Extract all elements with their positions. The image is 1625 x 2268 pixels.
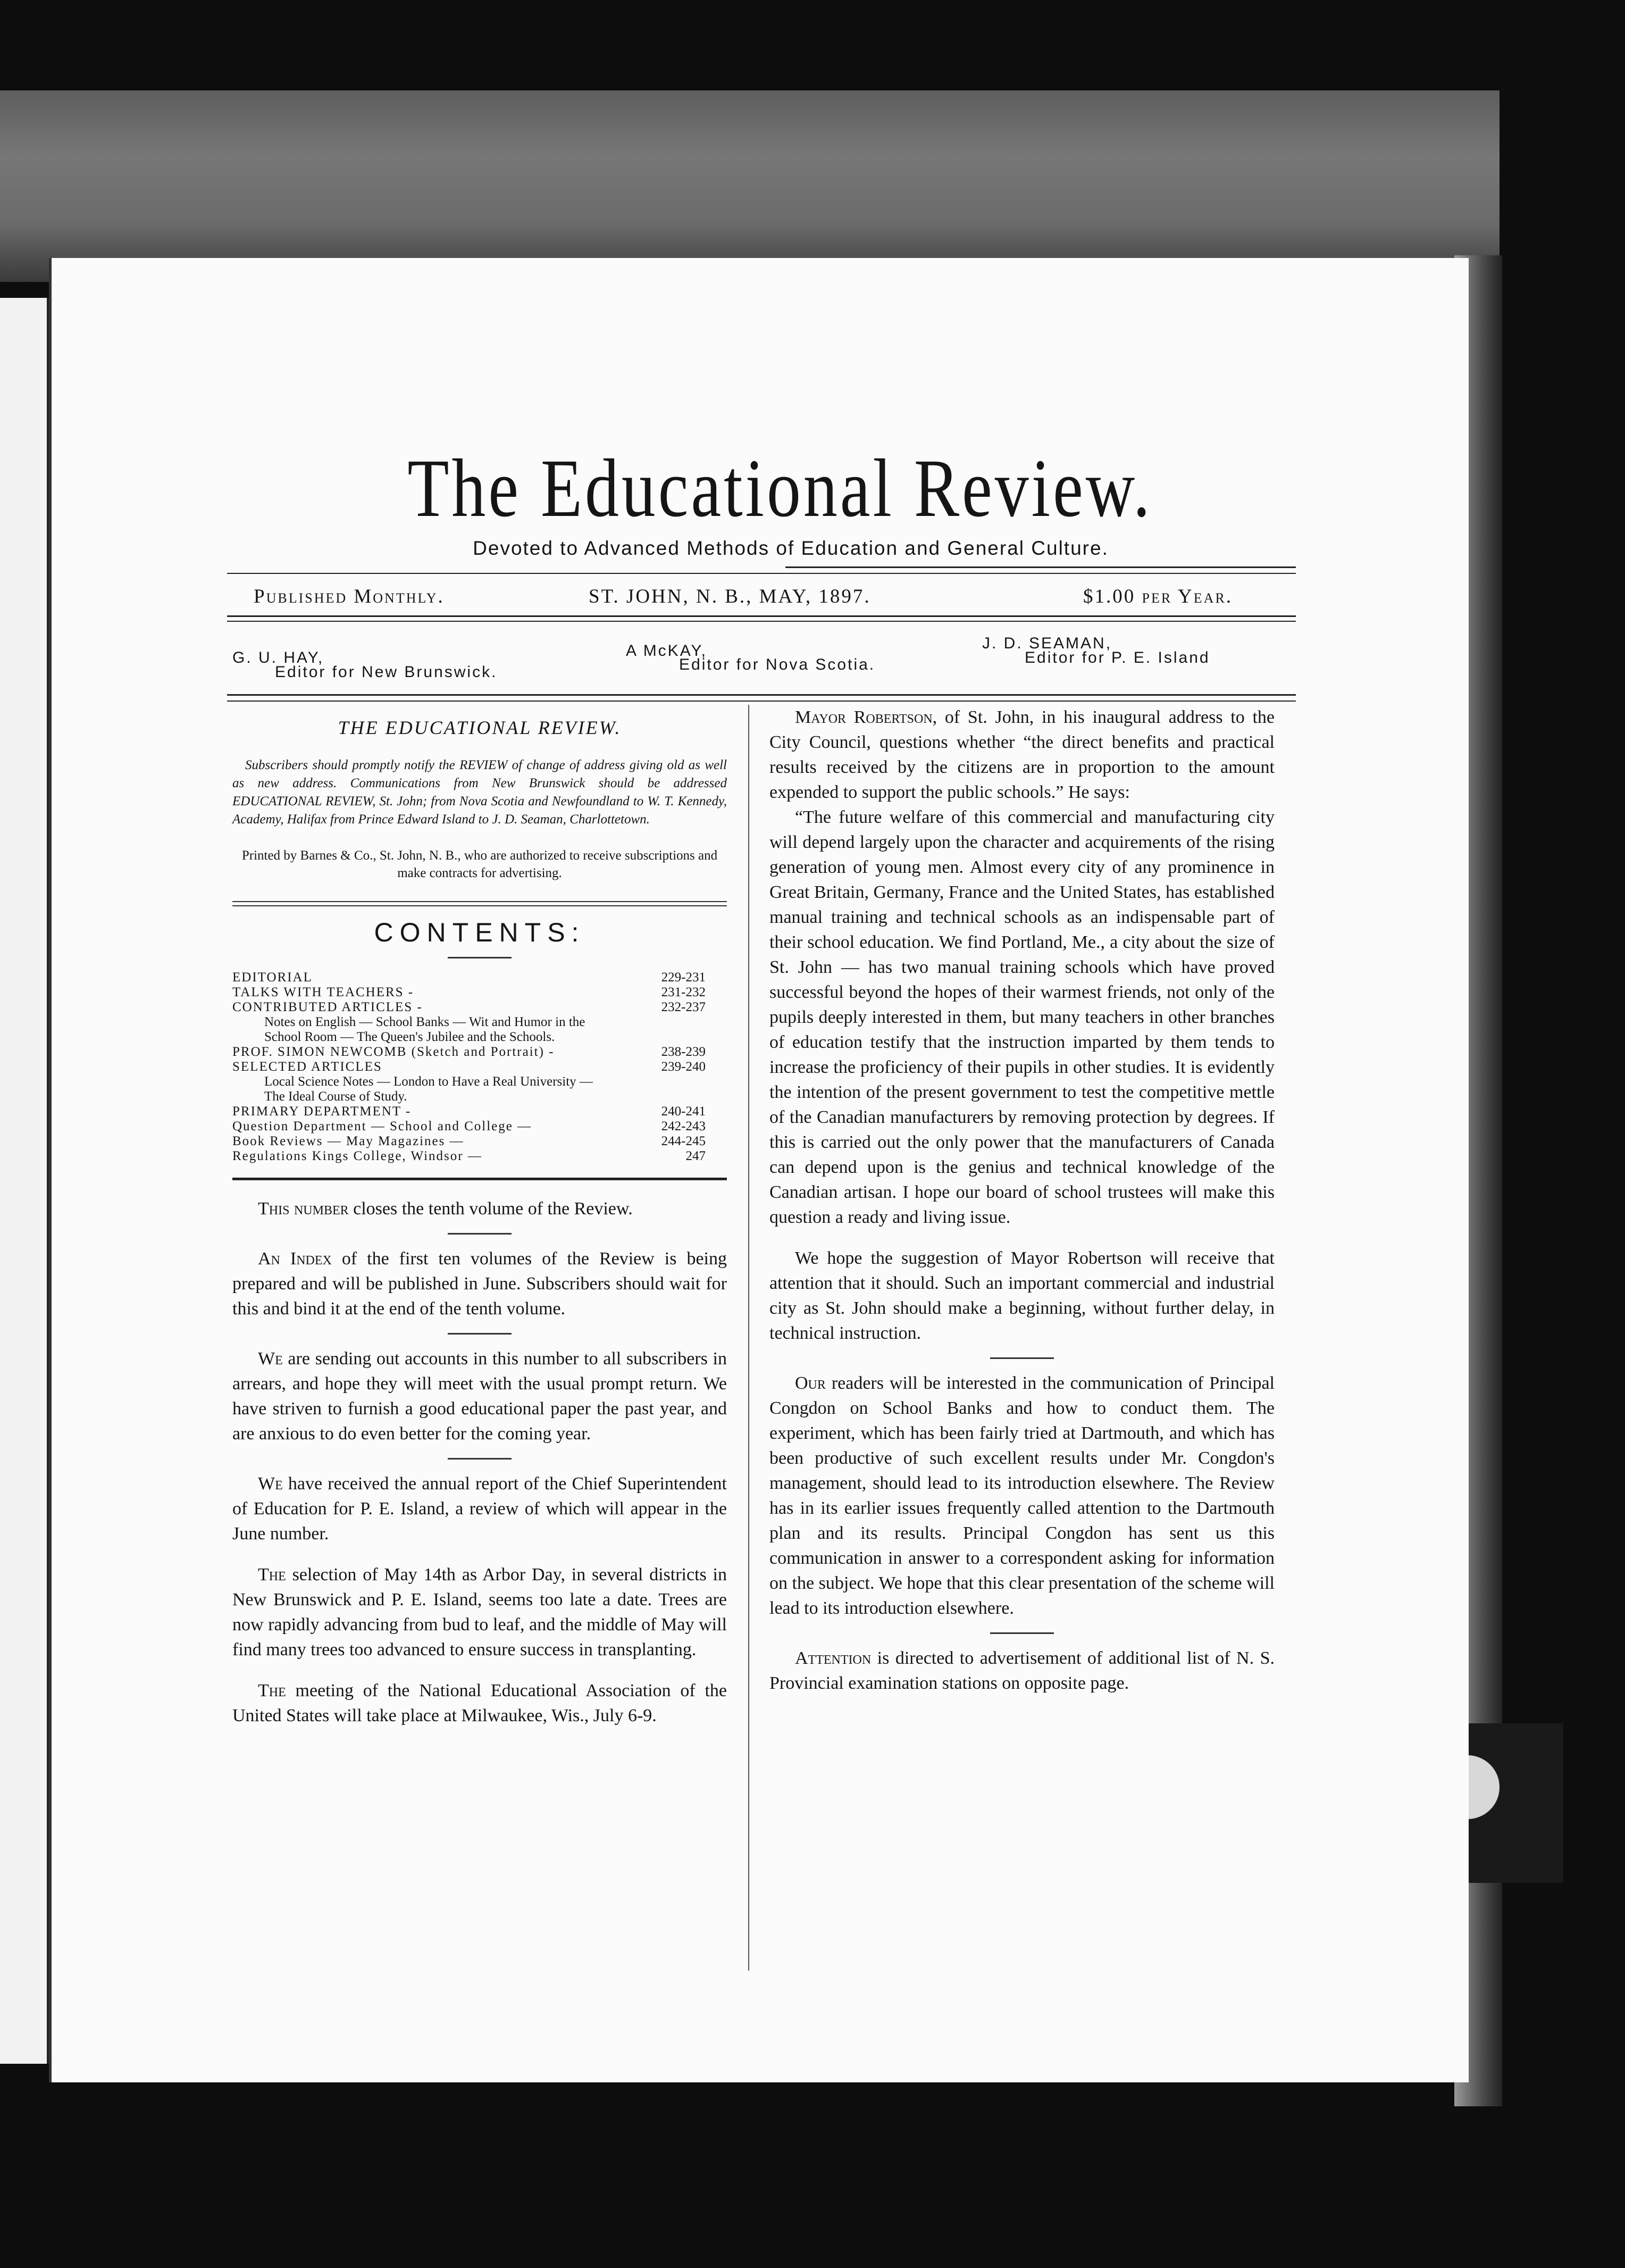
contents-label: The Ideal Course of Study. [264, 1089, 407, 1104]
rule [227, 621, 1296, 622]
contents-label: EDITORIAL [232, 970, 313, 985]
rule [232, 1178, 727, 1180]
contents-label: PROF. SIMON NEWCOMB (Sketch and Portrait) - [232, 1045, 555, 1059]
contents-label: Question Department — School and College — [232, 1119, 532, 1133]
paragraph: We hope the suggestion of Mayor Robertson will receive that attention that it should. Such an important commercial and industrial city as St. John should make a beginning, without further delay, in technical instruction. [769, 1248, 1275, 1343]
contents-row [232, 1000, 727, 1015]
contents-pages: 229-231 [661, 970, 706, 985]
editor-pei-name: J. D. SEAMAN, [982, 635, 1112, 652]
left-column [232, 715, 727, 1728]
contents-label: Book Reviews — May Magazines — [232, 1134, 464, 1148]
contents-label: Notes on English — School Banks — Wit and Humor in the [264, 1015, 585, 1029]
contents-row [232, 1015, 727, 1030]
paragraph: The meeting of the National Educational Association of the United States will take place at Milwaukee, Wis., July 6-9. [232, 1681, 727, 1725]
contents-label: PRIMARY DEPARTMENT - [232, 1104, 412, 1119]
background-shadow [0, 90, 1500, 282]
contents-label: Regulations Kings College, Windsor — [232, 1149, 482, 1163]
contents-list [232, 970, 727, 1164]
contents-row [232, 1045, 727, 1060]
printer-notice: Printed by Barnes & Co., St. John, N. B., who are authorized to receive subscriptions and make contracts for advertising. [241, 848, 718, 880]
contents-pages: 238-239 [661, 1045, 706, 1059]
contents-label: School Room — The Queen's Jubilee and the Schools. [264, 1030, 555, 1044]
masthead-title: The Educational Review. [407, 442, 1153, 534]
rule [448, 1333, 512, 1335]
contents-label: CONTRIBUTED ARTICLES - [232, 1000, 423, 1014]
rule [232, 905, 727, 906]
contents-row [232, 985, 727, 1000]
contents-row [232, 1104, 727, 1119]
subscription-price: $1.00 per Year. [1083, 586, 1233, 607]
paragraph: The selection of May 14th as Arbor Day, in several districts in New Brunswick and P. E. Island, seems too late a date. Trees are now rapidly advancing from bud to leaf, and the middle of May will find many trees too advanced to ensure success in transplanting. [232, 1565, 727, 1660]
rule [990, 1357, 1054, 1359]
paragraph: Attention is directed to advertisement of additional list of N. S. Provincial examination stations on opposite page. [769, 1648, 1275, 1693]
contents-row [232, 1089, 727, 1104]
contents-pages: 239-240 [661, 1060, 706, 1074]
editor-ns-name: A McKAY, [626, 642, 707, 660]
published-monthly: Published Monthly. [254, 586, 445, 607]
paragraph: This number closes the tenth volume of the Review. [258, 1199, 633, 1219]
contents-pages: 247 [685, 1149, 706, 1163]
rule [785, 566, 1296, 568]
contents-label: TALKS WITH TEACHERS - [232, 985, 414, 999]
contents-title: CONTENTS: [374, 918, 585, 947]
editor-nb-role: Editor for New Brunswick. [275, 663, 498, 681]
contents-pages: 244-245 [661, 1134, 706, 1148]
rule [448, 1233, 512, 1235]
contents-label: SELECTED ARTICLES [232, 1060, 382, 1074]
notice-title: THE EDUCATIONAL REVIEW. [338, 717, 622, 738]
paragraph: We have received the annual report of the Chief Superintendent of Education for P. E. Island, a review of which will appear in the June number. [232, 1474, 727, 1544]
rule [448, 1458, 512, 1460]
paragraph: An Index of the first ten volumes of the Review is being prepared and will be published in June. Subscribers should wait for this and bind it at the end of the tenth volume. [232, 1249, 727, 1319]
contents-pages: 242-243 [661, 1119, 706, 1133]
column-divider [748, 705, 749, 1971]
paragraph: Mayor Robertson, of St. John, in his inaugural address to the City Council, questions whether “the direct benefits and practical results received by the citizens are in proportion to the amount expended to support the public schools.” He says: [769, 707, 1275, 802]
editor-nb-name: G. U. HAY, [232, 649, 324, 666]
contents-label: Local Science Notes — London to Have a Real University — [264, 1074, 593, 1089]
rule [227, 694, 1296, 696]
right-column [769, 705, 1275, 1696]
contents-row [232, 1060, 727, 1074]
rule [227, 573, 1296, 574]
rule [227, 701, 1296, 702]
contents-row [232, 1074, 727, 1089]
contents-row [232, 1119, 727, 1134]
rule [227, 615, 1296, 617]
paragraph: “The future welfare of this commercial and manufacturing city will depend largely upon the character and acquirements of the rising generation of young men. Almost every city of any prominence in Great Britain, Germany, France and the United States, has established manual training and technical schools as an indispensable part of their school education. We find Portland, Me., a city about the size of St. John — has two manual training schools which have proved successful beyond the hopes of their warmest friends, not only of the pupils deeply interested in them, but many teachers in other branches of education testify that the instruction imparted by them tends to increase the proficiency of their pupils in other studies. It is evidently the intention of the present government to test the competitive mettle of the Canadian manufacturers by removing protection by degrees. If this is carried out the only power that the manufacturers of Canada can depend upon is the genius and technical knowledge of the Canadian artisan. I hope our board of school trustees will make this question a ready and living issue. [769, 807, 1275, 1227]
notice-text: Subscribers should promptly notify the REVIEW of change of address giving old as well as new address. Communications from New Brunswick should be addressed EDUCATIONAL REVIEW, St. John; from Nova Scotia and Newfoundland to W. T. Kennedy, Academy, Halifax from Prince Edward Island to J. D. Seaman, Charlottetown. [232, 758, 727, 827]
editor-ns-role: Editor for Nova Scotia. [679, 656, 876, 673]
rule [232, 901, 727, 902]
contents-row [232, 1134, 727, 1149]
contents-row [232, 1149, 727, 1164]
newspaper-page [49, 258, 1469, 2082]
rule [990, 1632, 1054, 1634]
contents-pages: 231-232 [661, 985, 706, 999]
paragraph: We are sending out accounts in this number to all subscribers in arrears, and hope they will meet with the usual prompt return. We have striven to furnish a good educational paper the past year, and are anxious to do even better for the coming year. [232, 1349, 727, 1444]
rule [448, 957, 512, 958]
paragraph: Our readers will be interested in the communication of Principal Congdon on School Banks and how to conduct them. The experiment, which has been fairly tried at Dartmouth, and which has been productive of such excellent results under Mr. Congdon's management, should lead to its introduction elsewhere. The Review has in its earlier issues frequently called attention to the Dartmouth plan and its results. Principal Congdon has sent us this communication in answer to a correspondent asking for information on the subject. We hope that this clear presentation of the scheme will lead to its introduction elsewhere. [769, 1373, 1275, 1618]
dateline: ST. JOHN, N. B., MAY, 1897. [589, 586, 871, 607]
contents-pages: 232-237 [661, 1000, 706, 1014]
contents-row [232, 1030, 727, 1045]
masthead-subtitle: Devoted to Advanced Methods of Education and General Culture. [473, 537, 1109, 559]
editor-pei-role: Editor for P. E. Island [1025, 649, 1210, 666]
facing-page-edge [0, 298, 50, 2064]
contents-pages: 240-241 [661, 1104, 706, 1119]
contents-row [232, 970, 727, 985]
